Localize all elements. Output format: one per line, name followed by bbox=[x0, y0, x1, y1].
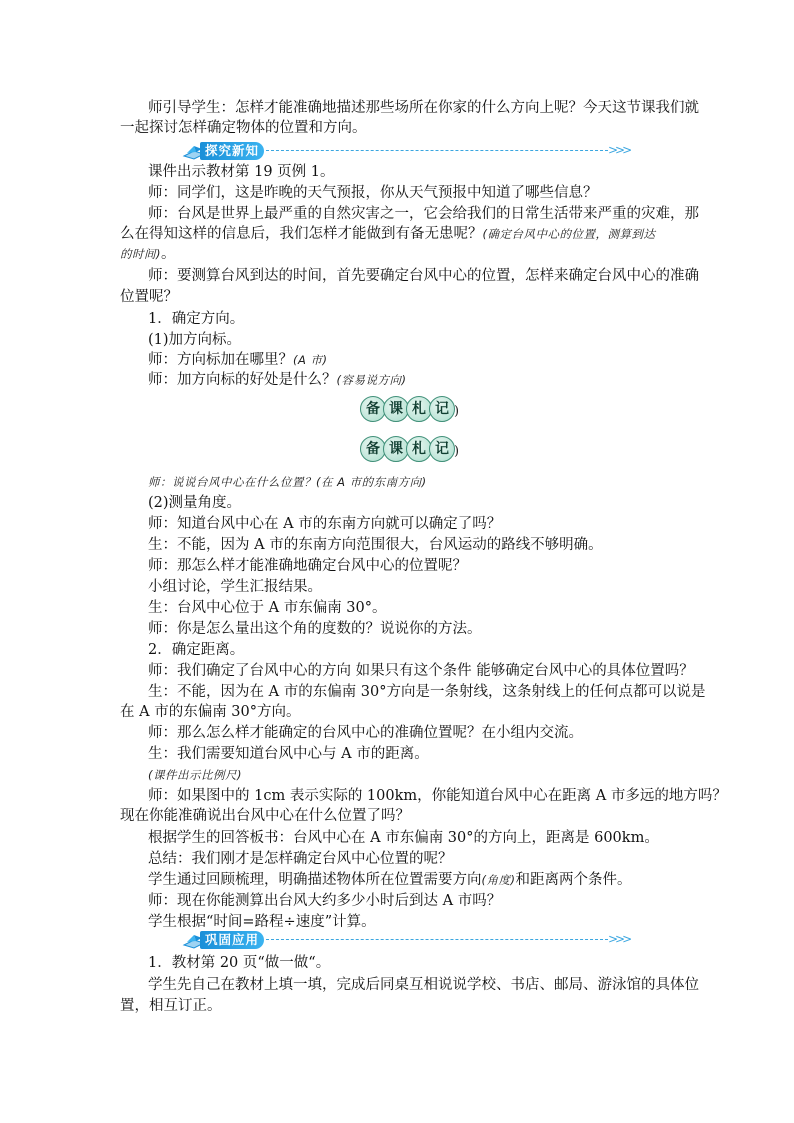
stamp-char: 备 bbox=[360, 436, 386, 462]
chevrons-right-icon: >>> bbox=[608, 143, 630, 157]
paragraph-precise-q: 师：那怎么样才能准确地确定台风中心的位置呢？ bbox=[148, 558, 467, 574]
typhoon-line3-tail: 。 bbox=[161, 246, 176, 262]
banner-divider bbox=[266, 939, 608, 940]
paragraph-exchange: 师：那么怎么样才能确定的台风中心的准确位置呢？在小组内交流。 bbox=[148, 725, 583, 741]
subheading-measure-angle: (2)测量角度。 bbox=[148, 495, 242, 511]
typhoon-line2-text: 么在得知这样的信息后，我们怎样才能做到有备无患呢？ bbox=[120, 226, 483, 242]
handwritten-note: 的时间) bbox=[120, 247, 161, 261]
stamp-paren: ) bbox=[454, 404, 460, 419]
paragraph-angle-method: 师：你是怎么量出这个角的度数的？说说你的方法。 bbox=[148, 621, 482, 637]
paragraph-typhoon-line2 bbox=[120, 224, 656, 245]
heading-determine-distance: 2．确定距离。 bbox=[148, 642, 245, 658]
paragraph-ray-line2: 在 A 市的东偏南 30°方向。 bbox=[120, 704, 301, 720]
paragraph-teacher-question: 师：同学们，这是昨晚的天气预报，你从天气预报中知道了哪些信息？ bbox=[148, 185, 598, 201]
lesson-notes-stamp bbox=[360, 396, 460, 422]
review-text-a: 学生通过回顾梳理，明确描述物体所在位置需要方向 bbox=[148, 872, 482, 888]
paragraph-textbook-exercise: 1．教材第 20 页“做一做“。 bbox=[148, 955, 331, 971]
stamp-char: 课 bbox=[383, 396, 409, 422]
paragraph-intro-line2: 一起探讨怎样确定物体的位置和方向。 bbox=[120, 120, 367, 136]
paragraph-measure-line1: 师：要测算台风到达的时间，首先要确定台风中心的位置，怎样来确定台风中心的准确 bbox=[148, 268, 699, 284]
compass-where-text: 师：方向标加在哪里？ bbox=[148, 352, 293, 368]
paragraph-board-writing: 根据学生的回答板书：台风中心在 A 市东偏南 30°的方向上，距离是 600km。 bbox=[148, 830, 659, 846]
paragraph-angle-answer: 生：台风中心位于 A 市东偏南 30°。 bbox=[148, 600, 387, 616]
section-title-apply: 巩固应用 bbox=[200, 931, 264, 949]
paragraph-intro-line1: 师引导学生：怎样才能准确地描述那些场所在你家的什么方向上呢？今天这节课我们就 bbox=[148, 100, 699, 116]
paragraph-compass-where bbox=[148, 350, 328, 371]
paragraph-compass-benefit bbox=[148, 370, 406, 391]
paragraph-fill-line2: 置，相互订正。 bbox=[120, 998, 222, 1014]
section-title-explore: 探究新知 bbox=[200, 142, 264, 160]
compass-benefit-text: 师：加方向标的好处是什么？ bbox=[148, 372, 337, 388]
paragraph-typhoon-line1: 师：台风是世界上最严重的自然灾害之一，它会给我们的日常生活带来严重的灾难，那 bbox=[148, 206, 699, 222]
handwritten-scale-note: (课件出示比例尺) bbox=[148, 768, 242, 782]
stamp-char: 札 bbox=[406, 436, 432, 462]
handwritten-question: 师：说说台风中心在什么位置？(在 A 市的东南方向) bbox=[148, 475, 427, 489]
stamp-char: 记 bbox=[429, 396, 455, 422]
handwritten-note: (容易说方向) bbox=[336, 373, 407, 387]
section-banner-apply bbox=[182, 931, 642, 949]
subheading-add-compass: (1)加方向标。 bbox=[148, 332, 242, 348]
paragraph-review bbox=[148, 870, 631, 891]
paragraph-condition-q: 师：我们确定了台风中心的方向 如果只有这个条件 能够确定台风中心的具体位置吗？ bbox=[148, 663, 694, 679]
handwritten-note: (确定台风中心的位置，测算到达 bbox=[482, 227, 656, 241]
paragraph-southeast-q: 师：知道台风中心在 A 市的东南方向就可以确定了吗？ bbox=[148, 516, 502, 532]
section-banner-explore bbox=[182, 142, 642, 160]
stamp-char: 记 bbox=[429, 436, 455, 462]
chevrons-right-icon: >>> bbox=[608, 932, 630, 946]
handwritten-note: (A 市) bbox=[293, 353, 328, 367]
lesson-notes-stamp bbox=[360, 436, 460, 462]
banner-divider bbox=[266, 150, 608, 151]
paragraph-scale-line2: 现在你能准确说出台风中心在什么位置了吗？ bbox=[120, 808, 410, 824]
paragraph-fill-line1: 学生先自己在教材上填一填，完成后同桌互相说说学校、书店、邮局、游泳馆的具体位 bbox=[148, 977, 699, 993]
paragraph-summary: 总结：我们刚才是怎样确定台风中心位置的呢？ bbox=[148, 851, 453, 867]
stamp-char: 课 bbox=[383, 436, 409, 462]
stamp-paren: ) bbox=[454, 444, 460, 459]
paragraph-group-discuss: 小组讨论，学生汇报结果。 bbox=[148, 579, 322, 595]
paragraph-hours-q: 师：现在你能测算出台风大约多少小时后到达 A 市吗？ bbox=[148, 893, 502, 909]
paragraph-student-answer: 生：不能，因为 A 市的东南方向范围很大，台风运动的路线不够明确。 bbox=[148, 537, 603, 553]
paragraph-distance-need: 生：我们需要知道台风中心与 A 市的距离。 bbox=[148, 746, 429, 762]
stamp-char: 备 bbox=[360, 396, 386, 422]
paragraph-typhoon-line3 bbox=[120, 244, 176, 265]
paragraph-scale-line1: 师：如果图中的 1cm 表示实际的 100km，你能知道台风中心在距离 A 市多远的地方吗？ bbox=[148, 788, 727, 804]
paragraph-courseware: 课件出示教材第 19 页例 1。 bbox=[148, 164, 335, 180]
stamp-char: 札 bbox=[406, 396, 432, 422]
paragraph-ray-line1: 生：不能，因为在 A 市的东偏南 30°方向是一条射线，这条射线上的任何点都可以说是 bbox=[148, 684, 706, 700]
paragraph-formula: 学生根据“时间=路程÷速度”计算。 bbox=[148, 914, 376, 930]
review-text-b: 和距离两个条件。 bbox=[515, 872, 632, 888]
heading-determine-direction: 1．确定方向。 bbox=[148, 311, 245, 327]
handwritten-note: (角度) bbox=[481, 873, 516, 887]
paragraph-measure-line2: 位置呢？ bbox=[120, 289, 178, 305]
